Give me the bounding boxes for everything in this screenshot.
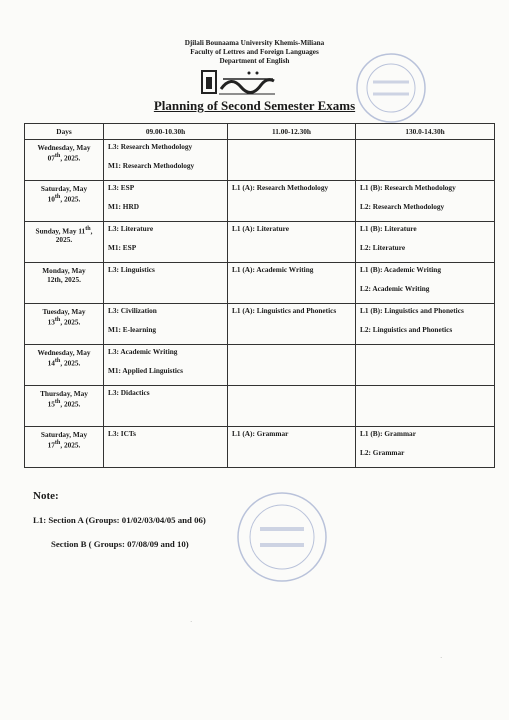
day-cell: Wednesday, May 14th, 2025. [25,345,104,386]
slot-2-cell [228,386,356,427]
exam-schedule-table [24,123,495,468]
table-row [25,222,495,263]
slot-3-cell [356,386,495,427]
table-row [25,263,495,304]
slot-2-cell [228,140,356,181]
day-cell: Sunday, May 11th, 2025. [25,222,104,263]
faculty-name: Faculty of Lettres and Foreign Languages [190,48,319,56]
slot-1-cell: L3: Linguistics [104,263,228,304]
slot-3-cell: L1 (B): Linguistics and Phonetics L2: Linguistics and Phonetics [356,304,495,345]
day-cell: Tuesday, May 13th, 2025. [25,304,104,345]
slot-1-cell: L3: Research Methodology M1: Research Methodology [104,140,228,181]
column-header-slot-2: 11.00-12.30h [228,124,356,140]
note-section-a: L1: Section A (Groups: 01/02/03/04/05 and 06) [33,515,206,525]
slot-1-cell: L3: Didactics [104,386,228,427]
slot-3-cell: L1 (B): Literature L2: Literature [356,222,495,263]
scan-speck: · [440,654,443,662]
table-row [25,304,495,345]
table-row [25,427,495,468]
slot-3-cell: L1 (B): Grammar L2: Grammar [356,427,495,468]
table-row [25,345,495,386]
slot-1-cell: L3: Civilization M1: E-learning [104,304,228,345]
day-cell: Thursday, May 15th, 2025. [25,386,104,427]
day-cell: Saturday, May 17th, 2025. [25,427,104,468]
slot-2-cell: L1 (A): Grammar [228,427,356,468]
note-section-b: Section B ( Groups: 07/08/09 and 10) [51,539,189,549]
slot-2-cell [228,345,356,386]
slot-1-cell: L3: ICTs [104,427,228,468]
table-row [25,386,495,427]
slot-2-cell: L1 (A): Literature [228,222,356,263]
table-row [25,181,495,222]
university-logo [201,67,277,97]
slot-3-cell: L1 (B): Research Methodology L2: Research Methodology [356,181,495,222]
department-stamp-bottom [236,491,328,583]
scan-speck: · [190,618,193,626]
slot-2-cell: L1 (A): Academic Writing [228,263,356,304]
slot-2-cell: L1 (A): Research Methodology [228,181,356,222]
department-name: Department of English [219,57,290,65]
slot-3-cell [356,140,495,181]
day-cell: Monday, May 12th, 2025. [25,263,104,304]
table-row [25,140,495,181]
day-cell: Saturday, May 10th, 2025. [25,181,104,222]
slot-1-cell: L3: ESP M1: HRD [104,181,228,222]
slot-1-cell: L3: Academic Writing M1: Applied Linguistics [104,345,228,386]
column-header-slot-1: 09.00-10.30h [104,124,228,140]
column-header-slot-3: 130.0-14.30h [356,124,495,140]
day-cell: Wednesday, May 07th, 2025. [25,140,104,181]
note-heading: Note: [33,490,59,502]
table-header-row [25,124,495,140]
university-name: Djilali Bounaama University Khemis-Miliana [184,39,325,47]
column-header-days: Days [25,124,104,140]
slot-2-cell: L1 (A): Linguistics and Phonetics [228,304,356,345]
slot-3-cell [356,345,495,386]
department-stamp-top [355,52,427,124]
slot-3-cell: L1 (B): Academic Writing L2: Academic Writing [356,263,495,304]
slot-1-cell: L3: Literature M1: ESP [104,222,228,263]
page-title: Planning of Second Semester Exams [153,98,356,113]
